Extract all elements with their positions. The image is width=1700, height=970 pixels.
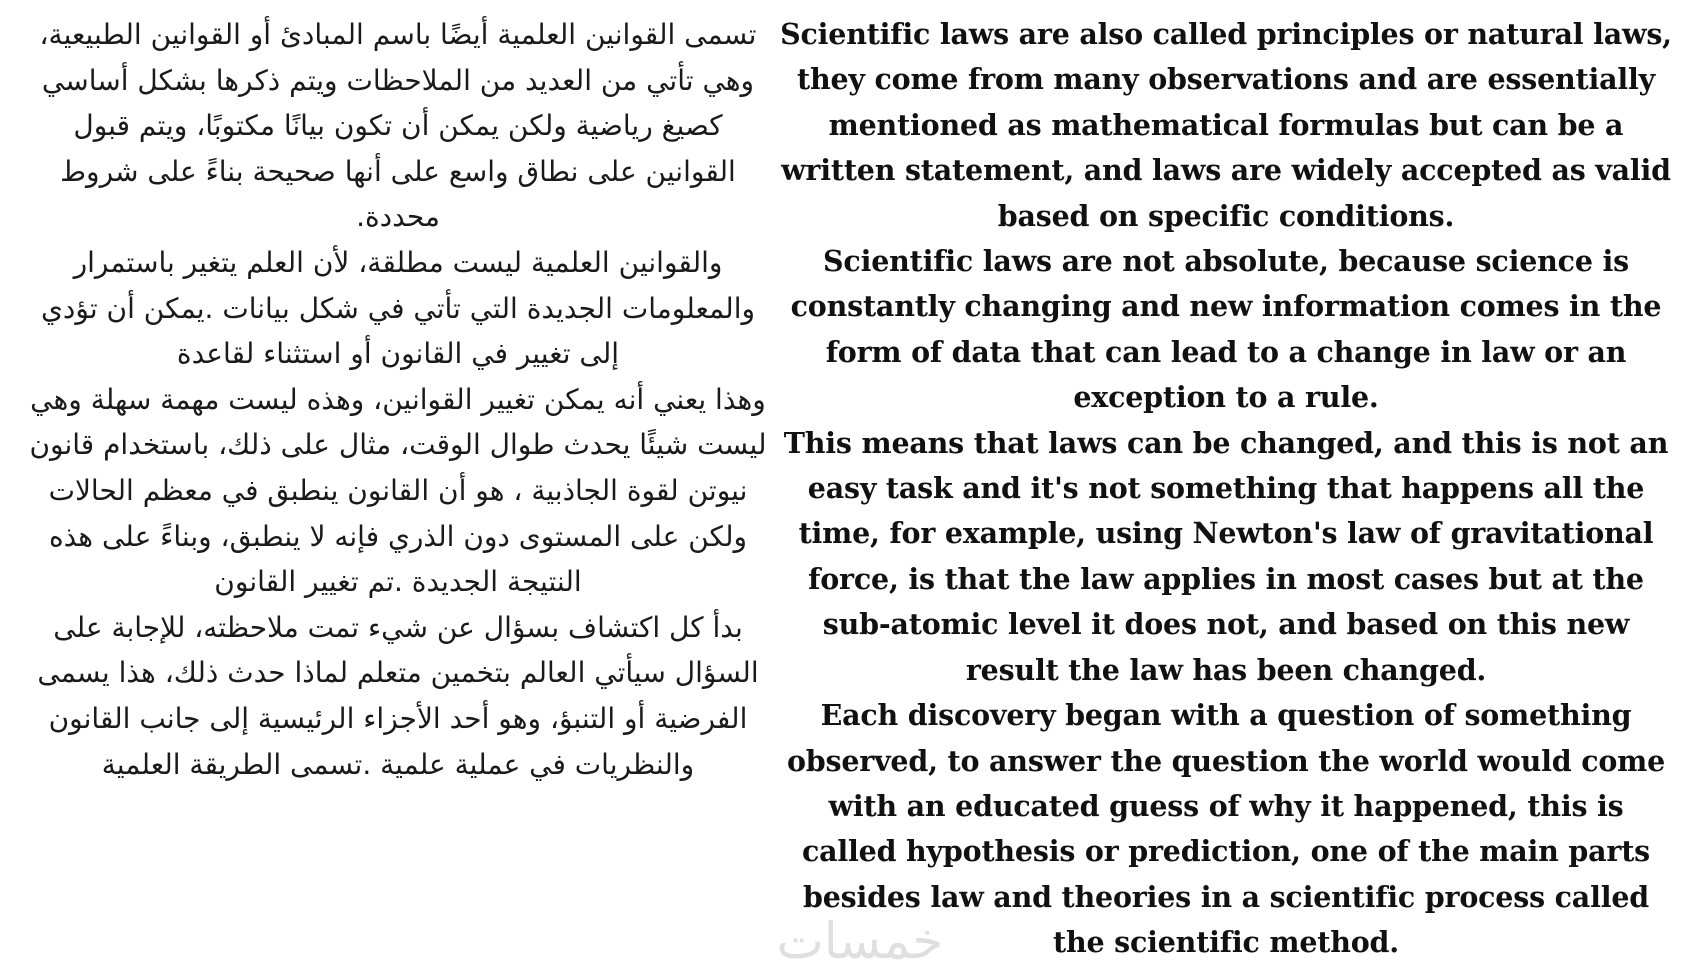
arabic-text-column xyxy=(28,12,768,787)
arabic-paragraph-1: تسمى القوانين العلمية أيضًا باسم المبادئ أو القوانين الطبيعية، وهي تأتي من العديد من الملاحظات ويتم ذكرها بشكل أساسي كصيغ رياضية ولكن يمكن أن تكون بيانًا مكتوبًا، ويتم قبول القوانين على نطاق واسع على أنها صحيحة بناءً على شروط محددة. xyxy=(39,18,757,234)
arabic-paragraph-4: بدأ كل اكتشاف بسؤال عن شيء تمت ملاحظته، للإجابة على السؤال سيأتي العالم بتخمين متعلم لماذا حدث ذلك، هذا يسمى الفرضية أو التنبؤ، وهو أحد الأجزاء الرئيسية إلى جانب القانون والنظريات في عملية علمية .تسمى الطريقة العلمية xyxy=(37,610,759,781)
arabic-paragraph-2: والقوانين العلمية ليست مطلقة، لأن العلم يتغير باستمرار والمعلومات الجديدة التي تأتي في شكل بيانات .يمكن أن تؤدي إلى تغيير في القانون أو استثناء لقاعدة xyxy=(41,245,755,371)
english-paragraph-1: Scientific laws are also called principles or natural laws, they come from many observations and are essentially mentioned as mathematical formulas but can be a written statement, and laws are widely accepted as valid based on specific conditions. xyxy=(780,17,1672,233)
english-paragraph-2: Scientific laws are not absolute, because science is constantly changing and new information comes in the form of data that can lead to a change in law or an exception to a rule. xyxy=(790,244,1662,415)
arabic-paragraph-3: وهذا يعني أنه يمكن تغيير القوانين، وهذه ليست مهمة سهلة وهي ليست شيئًا يحدث طوال الوقت، مثال على ذلك، باستخدام قانون نيوتن لقوة الجاذبية ، هو أن القانون ينطبق في معظم الحالات ولكن على المستوى دون الذري فإنه لا ينطبق، وبناءً على هذه النتيجة الجديدة .تم تغيير القانون xyxy=(29,382,767,599)
english-text-column xyxy=(780,12,1672,966)
english-paragraph-4: Each discovery began with a question of something observed, to answer the question the world would come with an educated guess of why it happened, this is called hypothesis or prediction, one of the main parts besides law and theories in a scientific process called the scientific method. xyxy=(786,698,1666,960)
english-paragraph-3: This means that laws can be changed, and this is not an easy task and it's not something that happens all the time, for example, using Newton's law of gravitational force, is that the law applies in most cases but at the sub-atomic level it does not, and based on this new result the law has been changed. xyxy=(783,425,1669,687)
khamsat-watermark-logo: خمسات xyxy=(776,912,944,970)
